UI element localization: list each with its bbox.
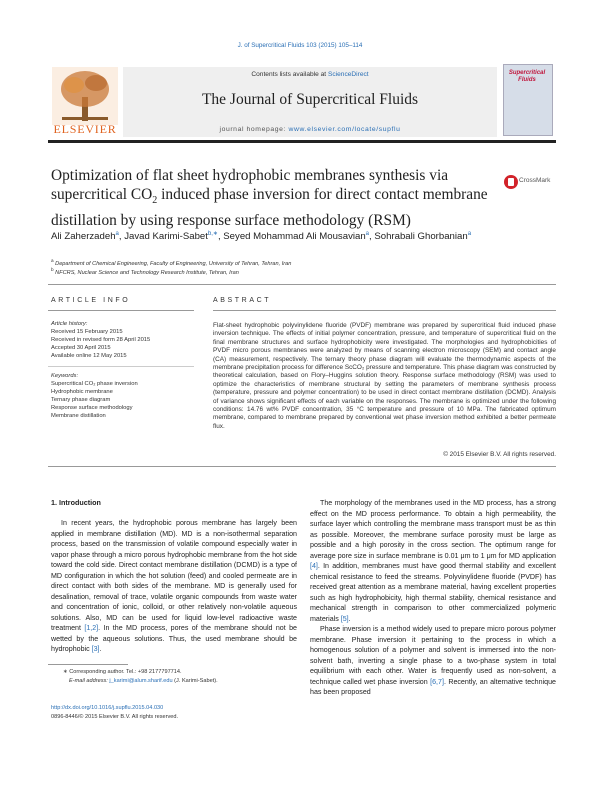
abstract-copyright: © 2015 Elsevier B.V. All rights reserved.: [443, 451, 556, 458]
paragraph-text: The morphology of the membranes used in the MD process, has a strong effect on the MD process performance. To obtain a high permeability, the surface layer which controlling the membrane mass transport must be as thin as possible. Moreover, the membrane surface porosity must be large as possible and a high porosity in the cross section. The optimum range for average pore size in surface membrane is 0.01 μm to 1 μm for MD application: [310, 499, 556, 560]
history-entry: Received in revised form 28 April 2015: [51, 337, 151, 344]
keyword: Membrane distillation: [51, 413, 106, 420]
affiliation: [51, 267, 239, 276]
author-affil-sup[interactable]: a: [467, 231, 472, 237]
article-info-rule: [48, 310, 194, 311]
homepage-url-link[interactable]: www.elsevier.com/locate/supflu: [288, 126, 401, 133]
sciencedirect-link[interactable]: ScienceDirect: [327, 71, 369, 78]
paragraph-text: . Recently, an alternative technique has been proposed: [310, 677, 556, 696]
issn-copyright: 0896-8446/© 2015 Elsevier B.V. All rights reserved.: [51, 714, 179, 720]
affiliation-text: NFCRS, Nuclear Science and Technology Research Institute, Tehran, Iran: [55, 269, 239, 276]
author-affil-sup[interactable]: a: [115, 231, 119, 237]
affiliation-divider: [48, 284, 556, 285]
email-suffix: (J. Karimi-Sabet).: [172, 678, 218, 684]
author-affil-sup[interactable]: b,∗: [207, 231, 218, 237]
intro-left-column: [51, 518, 297, 655]
corresponding-author-note: ∗ Corresponding author. Tel.: +98 2177797714.: [63, 669, 182, 675]
intro-paragraph: [310, 624, 556, 698]
paragraph-text: .: [348, 614, 351, 623]
journal-citation[interactable]: J. of Supercritical Fluids 103 (2015) 105–114: [237, 42, 363, 49]
abstract-label: ABSTRACT: [213, 297, 272, 304]
email-prefix: E-mail address:: [69, 678, 110, 684]
contents-line: [123, 71, 497, 78]
author-affil-sup[interactable]: a: [365, 231, 370, 237]
paragraph-text: .: [99, 645, 102, 653]
paragraph-text: . In the MD process, pores of the membrane should not be wetted by the aqueous solutions. Thus, the used membrane should be hydrophobic: [51, 624, 297, 653]
doi-link[interactable]: http://dx.doi.org/10.1016/j.supflu.2015.04.030: [51, 705, 164, 711]
author-name[interactable]: , Javad Karimi-Sabet: [118, 231, 208, 243]
keyword: Ternary phase diagram: [51, 397, 111, 404]
homepage-prefix: journal homepage:: [219, 126, 289, 133]
author-name[interactable]: Ali Zaherzadeh: [51, 231, 116, 243]
reference-link[interactable]: [1,2]: [84, 624, 99, 632]
reference-link[interactable]: [3]: [91, 645, 100, 653]
introduction-heading: 1. Introduction: [51, 498, 101, 507]
affiliation-sup: b: [51, 267, 54, 272]
abstract-end-rule: [48, 466, 556, 467]
history-entry: Available online 12 May 2015: [51, 353, 127, 360]
article-title: [51, 166, 501, 230]
title-part1: Optimization of flat sheet hydrophobic membranes synthesis via supercritical CO: [51, 167, 449, 204]
keyword: Supercritical CO₂ phase inversion: [51, 381, 138, 388]
intro-right-column: [310, 498, 556, 698]
paragraph-text: . In addition, membranes must have good thermal stability and excellent chemical resistance to feed the streams. Polyvinylidene fluoride (PVDF) has received great attention as a membrane material, having excellent properties such as high hydrophobicity, high thermal stability, chemical resistance and mechanical strength in comparison to other commercialized polymeric materials: [310, 562, 556, 623]
crossmark-label[interactable]: CrossMark: [519, 177, 551, 184]
history-heading: Article history:: [51, 321, 88, 327]
intro-paragraph: [310, 498, 556, 624]
footnote-rule: [48, 664, 128, 665]
info-separator: [48, 366, 194, 367]
elsevier-tree-logo: [52, 67, 118, 125]
reference-link[interactable]: [6,7]: [430, 677, 444, 686]
contents-prefix: Contents lists available at: [251, 71, 328, 78]
publisher-logo-text: ELSEVIER: [53, 122, 117, 136]
title-subscript: 2: [152, 195, 158, 207]
article-info-label: ARTICLE INFO: [51, 297, 131, 304]
paragraph-text: Phase inversion is a method widely used to prepare micro porous polymer membrane. Phase inversion it pertaining to the process in which a homogenous solution of a polymer and solvent is immersed into the non-solvent bath, inverting a single phase to a two-phase system in total equilibrium with each other. Water is frequently used as non-solvent, a technique called wet phase inversion: [310, 625, 556, 686]
paragraph-text: In recent years, the hydrophobic porous membrane has largely been applied in membrane distillation (MD). MD is a non-isothermal separation process, based on the transmission of volatile compound especially water in vapor phase through a micro porous hydrophobic membrane from the hot side toward the cold side. Direct contact membrane distillation (DCMD) is a type of MD configuration in which the hot solution (feed) and cooled permeate are in direct contact with both sides of the membrane. MD is generally used for desalination, removal of trace, volatile organic compounds from waste water and concentration of ionic, colloid, or other relatively non-volatile aqueous solutions. Also, MD can be used for liquid low-level radioactive waste treatment: [51, 519, 297, 632]
abstract-rule: [213, 310, 556, 311]
affiliation-sup: a: [51, 258, 54, 263]
history-entry: Received 15 February 2015: [51, 329, 123, 336]
abstract-text: Flat-sheet hydrophobic polyvinylidene fluoride (PVDF) membrane was prepared by supercritical fluid induced phase inversion technique. The effects of initial polymer concentration, pressure, and temperature of supercritical fluid on the final membrane structures and surface hydrophobicity were investigated. The morphologies and hydrophobicities of PVDF micro porous membranes were analyzed by means of scanning electron microscopy (SEM) and contact angle (CA) measurement, respectively. The ternary theory phase diagram will evaluate the thermodynamic aspects of the membrane precipitation process for difference ScCO₂ pressure and temperature. This phase diagram was constructed by theoretical calculation, based on Flory–Huggins solution theory. Response surface methodology (RSM) was used to optimize the characteristics of membrane structural by setting the parameters of membrane synthesis process (temperature, pressure and polymer concentration) to be used in direct contact membrane distillation (DCMD). Analysis of variance shows significant effects of each variable on the responses. The membrane is optimized under the following conditions: 14.76 wt% PVDF concentration, 35 °C temperature and pressure of 10 MPa. The fabricated optimum membrane, compared to membrane prepared by conventional wet phase inversion method exhibited a better permeate flux.: [213, 322, 556, 430]
reference-link[interactable]: [5]: [340, 614, 349, 623]
email-link[interactable]: j_karimi@alum.sharif.edu: [109, 678, 173, 684]
reference-link[interactable]: [4]: [310, 562, 318, 570]
affiliation: [51, 258, 291, 267]
intro-paragraph: [51, 518, 297, 655]
author-name[interactable]: , Sohrabali Ghorbanian: [369, 231, 468, 243]
journal-homepage: [123, 126, 497, 133]
header-rule: [48, 140, 556, 143]
affiliation-text: Department of Chemical Engineering, Faculty of Engineering, University of Tehran, Tehran, Iran: [55, 260, 292, 267]
author-name[interactable]: , Seyed Mohammad Ali Mousavian: [217, 231, 366, 243]
keyword: Hydrophobic membrane: [51, 389, 113, 396]
keywords: [51, 372, 201, 421]
keyword: Response surface methodology: [51, 405, 133, 412]
cover-title: Supercritical Fluids: [508, 70, 546, 83]
email-note: [69, 677, 218, 685]
title-part2: induced phase inversion for direct contact membrane distillation by using response surface methodology (RSM): [51, 186, 488, 229]
article-history: [51, 320, 201, 360]
journal-name: The Journal of Supercritical Fluids: [201, 91, 419, 108]
history-entry: Accepted 30 April 2015: [51, 345, 111, 352]
keywords-heading: Keywords:: [51, 373, 79, 379]
author-list: [51, 228, 491, 243]
